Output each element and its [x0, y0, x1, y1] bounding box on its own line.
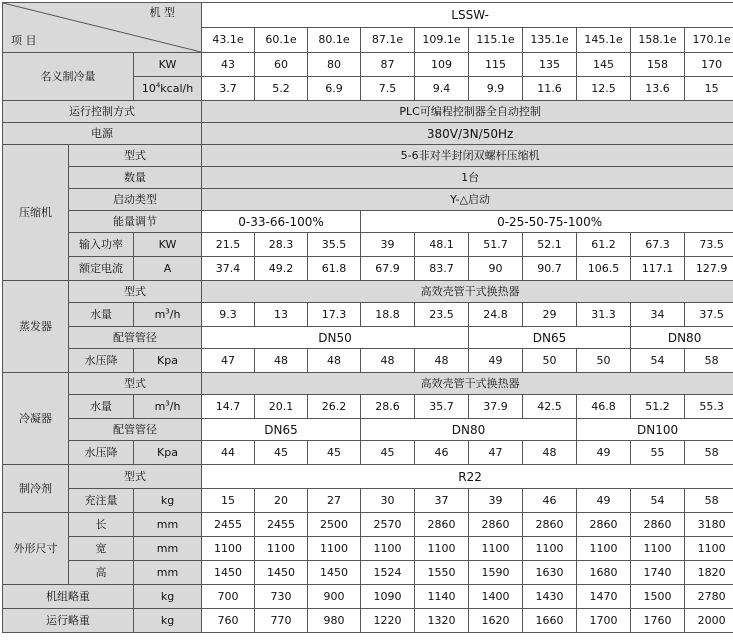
input-power-label: 输入功率: [69, 233, 134, 257]
value-cell: 770: [255, 609, 308, 633]
evaporator-group-label: 蒸发器: [3, 281, 69, 373]
value-cell: 117.1: [631, 257, 685, 281]
value-cell: 1470: [577, 585, 631, 609]
kcal-unit-exponent: 4: [155, 80, 161, 89]
value-cell: 47: [202, 349, 255, 373]
condenser-type-value: 高效壳管干式换热器: [202, 373, 733, 395]
input-power-unit: KW: [134, 233, 202, 257]
flow-unit-base: m: [154, 399, 166, 413]
height-label: 高: [69, 561, 134, 585]
model-cell: 158.1e: [631, 28, 685, 53]
model-cell: 43.1e: [202, 28, 255, 53]
value-cell: 3180: [685, 513, 733, 537]
evaporator-pipe-b: DN65: [469, 327, 631, 349]
value-cell: 47: [469, 441, 523, 465]
value-cell: 35.5: [308, 233, 361, 257]
value-cell: 14.7: [202, 395, 255, 419]
condenser-pipe-c: DN100: [577, 419, 733, 441]
length-unit: mm: [134, 513, 202, 537]
value-cell: 48.1: [415, 233, 469, 257]
value-cell: 11.6: [523, 77, 577, 101]
operating-weight-label: 运行略重: [3, 609, 134, 633]
value-cell: 50: [523, 349, 577, 373]
value-cell: 55.3: [685, 395, 733, 419]
value-cell: 24.8: [469, 303, 523, 327]
value-cell: 17.3: [308, 303, 361, 327]
value-cell: 2860: [415, 513, 469, 537]
value-cell: 27: [308, 489, 361, 513]
value-cell: 1820: [685, 561, 733, 585]
evaporator-pipe-label: 配管管径: [69, 327, 202, 349]
value-cell: 83.7: [415, 257, 469, 281]
value-cell: 2000: [685, 609, 733, 633]
value-cell: 15: [685, 77, 733, 101]
refrigerant-type-label: 型式: [69, 465, 202, 489]
kw-unit: KW: [134, 53, 202, 77]
flow-unit-exponent: 3: [165, 398, 170, 407]
value-cell: 1100: [361, 537, 415, 561]
compressor-type-label: 型式: [69, 145, 202, 167]
value-cell: 1100: [577, 537, 631, 561]
value-cell: 20: [255, 489, 308, 513]
value-cell: 67.9: [361, 257, 415, 281]
condenser-drop-label: 水压降: [69, 441, 134, 465]
model-cell: 135.1e: [523, 28, 577, 53]
flow-unit-suffix: /h: [169, 399, 181, 413]
operating-weight-unit: kg: [134, 609, 202, 633]
value-cell: 61.8: [308, 257, 361, 281]
condenser-type-label: 型式: [69, 373, 202, 395]
refrigerant-group-label: 制冷剂: [3, 465, 69, 513]
value-cell: 9.4: [415, 77, 469, 101]
value-cell: 1740: [631, 561, 685, 585]
condenser-pipe-b: DN80: [361, 419, 577, 441]
value-cell: 1450: [308, 561, 361, 585]
value-cell: 26.2: [308, 395, 361, 419]
value-cell: 45: [308, 441, 361, 465]
value-cell: 1680: [577, 561, 631, 585]
value-cell: 46.8: [577, 395, 631, 419]
control-mode-value: PLC可编程控制器全自动控制: [202, 101, 733, 123]
value-cell: 28.3: [255, 233, 308, 257]
value-cell: 158: [631, 53, 685, 77]
length-label: 长: [69, 513, 134, 537]
evaporator-flow-label: 水量: [69, 303, 134, 327]
value-cell: 1700: [577, 609, 631, 633]
spec-table: [2, 2, 733, 633]
value-cell: 2500: [308, 513, 361, 537]
value-cell: 170: [685, 53, 733, 77]
rated-current-unit: A: [134, 257, 202, 281]
height-unit: mm: [134, 561, 202, 585]
value-cell: 1620: [469, 609, 523, 633]
value-cell: 6.9: [308, 77, 361, 101]
unit-weight-unit: kg: [134, 585, 202, 609]
value-cell: 49: [577, 441, 631, 465]
model-cell: 60.1e: [255, 28, 308, 53]
kcal-unit-suffix: kcal/h: [160, 81, 194, 95]
capacity-control-label: 能量调节: [69, 211, 202, 233]
condenser-pipe-label: 配管管径: [69, 419, 202, 441]
value-cell: 28.6: [361, 395, 415, 419]
value-cell: 1100: [415, 537, 469, 561]
value-cell: 50: [577, 349, 631, 373]
evaporator-pipe-c: DN80: [631, 327, 733, 349]
kcal-unit: [134, 77, 202, 101]
value-cell: 87: [361, 53, 415, 77]
value-cell: 1100: [202, 537, 255, 561]
value-cell: 1100: [255, 537, 308, 561]
value-cell: 3.7: [202, 77, 255, 101]
header-corner-cell: [3, 3, 202, 53]
value-cell: 135: [523, 53, 577, 77]
value-cell: 90: [469, 257, 523, 281]
start-type-value: Y-△启动: [202, 189, 733, 211]
value-cell: 9.3: [202, 303, 255, 327]
value-cell: 37: [415, 489, 469, 513]
value-cell: 35.7: [415, 395, 469, 419]
value-cell: 12.5: [577, 77, 631, 101]
compressor-qty-label: 数量: [69, 167, 202, 189]
value-cell: 80: [308, 53, 361, 77]
value-cell: 1320: [415, 609, 469, 633]
value-cell: 1660: [523, 609, 577, 633]
value-cell: 9.9: [469, 77, 523, 101]
value-cell: 30: [361, 489, 415, 513]
charge-unit: kg: [134, 489, 202, 513]
value-cell: 51.7: [469, 233, 523, 257]
value-cell: 1450: [202, 561, 255, 585]
evaporator-type-value: 高效壳管干式换热器: [202, 281, 733, 303]
value-cell: 18.8: [361, 303, 415, 327]
condenser-flow-unit: [134, 395, 202, 419]
value-cell: 13: [255, 303, 308, 327]
condenser-pipe-a: DN65: [202, 419, 361, 441]
dimensions-group-label: 外形尺寸: [3, 513, 69, 585]
value-cell: 2570: [361, 513, 415, 537]
value-cell: 37.9: [469, 395, 523, 419]
power-supply-value: 380V/3N/50Hz: [202, 123, 733, 145]
model-cell: 170.1e: [685, 28, 733, 53]
flow-unit-base: m: [154, 307, 166, 321]
value-cell: 15: [202, 489, 255, 513]
value-cell: 46: [523, 489, 577, 513]
value-cell: 1630: [523, 561, 577, 585]
evaporator-drop-label: 水压降: [69, 349, 134, 373]
value-cell: 5.2: [255, 77, 308, 101]
value-cell: 1100: [685, 537, 733, 561]
model-header-label: 机 型: [149, 6, 176, 19]
value-cell: 48: [523, 441, 577, 465]
value-cell: 730: [255, 585, 308, 609]
value-cell: 1100: [308, 537, 361, 561]
model-cell: 87.1e: [361, 28, 415, 53]
compressor-type-value: 5-6非对半封闭双螺杆压缩机: [202, 145, 733, 167]
capacity-control-value-a: 0-33-66-100%: [202, 211, 361, 233]
value-cell: 58: [685, 349, 733, 373]
value-cell: 1220: [361, 609, 415, 633]
value-cell: 1450: [255, 561, 308, 585]
value-cell: 49.2: [255, 257, 308, 281]
value-cell: 1100: [631, 537, 685, 561]
value-cell: 90.7: [523, 257, 577, 281]
value-cell: 1090: [361, 585, 415, 609]
value-cell: 900: [308, 585, 361, 609]
value-cell: 49: [469, 349, 523, 373]
value-cell: 67.3: [631, 233, 685, 257]
value-cell: 29: [523, 303, 577, 327]
value-cell: 61.2: [577, 233, 631, 257]
capacity-control-value-b: 0-25-50-75-100%: [361, 211, 733, 233]
value-cell: 45: [361, 441, 415, 465]
value-cell: 58: [685, 441, 733, 465]
power-supply-label: 电源: [3, 123, 202, 145]
width-unit: mm: [134, 537, 202, 561]
condenser-group-label: 冷凝器: [3, 373, 69, 465]
start-type-label: 启动类型: [69, 189, 202, 211]
refrigerant-type-value: R22: [202, 465, 733, 489]
control-mode-label: 运行控制方式: [3, 101, 202, 123]
value-cell: 34: [631, 303, 685, 327]
value-cell: 45: [255, 441, 308, 465]
evaporator-drop-unit: Kpa: [134, 349, 202, 373]
value-cell: 106.5: [577, 257, 631, 281]
value-cell: 980: [308, 609, 361, 633]
value-cell: 1590: [469, 561, 523, 585]
flow-unit-suffix: /h: [169, 307, 181, 321]
value-cell: 73.5: [685, 233, 733, 257]
evaporator-flow-unit: [134, 303, 202, 327]
value-cell: 1100: [469, 537, 523, 561]
value-cell: 115: [469, 53, 523, 77]
value-cell: 2860: [631, 513, 685, 537]
value-cell: 37.4: [202, 257, 255, 281]
value-cell: 39: [361, 233, 415, 257]
value-cell: 760: [202, 609, 255, 633]
value-cell: 109: [415, 53, 469, 77]
value-cell: 42.5: [523, 395, 577, 419]
value-cell: 1524: [361, 561, 415, 585]
unit-weight-label: 机组略重: [3, 585, 134, 609]
model-cell: 145.1e: [577, 28, 631, 53]
value-cell: 1550: [415, 561, 469, 585]
value-cell: 1100: [523, 537, 577, 561]
value-cell: 31.3: [577, 303, 631, 327]
value-cell: 1760: [631, 609, 685, 633]
condenser-flow-label: 水量: [69, 395, 134, 419]
value-cell: 48: [255, 349, 308, 373]
value-cell: 46: [415, 441, 469, 465]
compressor-qty-value: 1台: [202, 167, 733, 189]
value-cell: 2455: [202, 513, 255, 537]
condenser-drop-unit: Kpa: [134, 441, 202, 465]
evaporator-pipe-a: DN50: [202, 327, 469, 349]
value-cell: 20.1: [255, 395, 308, 419]
flow-unit-exponent: 3: [165, 306, 170, 315]
value-cell: 49: [577, 489, 631, 513]
value-cell: 127.9: [685, 257, 733, 281]
model-cell: 115.1e: [469, 28, 523, 53]
value-cell: 37.5: [685, 303, 733, 327]
value-cell: 60: [255, 53, 308, 77]
value-cell: 7.5: [361, 77, 415, 101]
value-cell: 1140: [415, 585, 469, 609]
value-cell: 700: [202, 585, 255, 609]
value-cell: 2860: [469, 513, 523, 537]
value-cell: 52.1: [523, 233, 577, 257]
value-cell: 48: [361, 349, 415, 373]
value-cell: 51.2: [631, 395, 685, 419]
series-header: LSSW-: [202, 3, 733, 28]
value-cell: 39: [469, 489, 523, 513]
value-cell: 13.6: [631, 77, 685, 101]
value-cell: 44: [202, 441, 255, 465]
value-cell: 23.5: [415, 303, 469, 327]
value-cell: 2860: [577, 513, 631, 537]
value-cell: 2455: [255, 513, 308, 537]
value-cell: 55: [631, 441, 685, 465]
value-cell: 54: [631, 349, 685, 373]
value-cell: 58: [685, 489, 733, 513]
charge-label: 充注量: [69, 489, 134, 513]
value-cell: 145: [577, 53, 631, 77]
value-cell: 2780: [685, 585, 733, 609]
kcal-unit-base: 10: [141, 81, 156, 95]
value-cell: 43: [202, 53, 255, 77]
evaporator-type-label: 型式: [69, 281, 202, 303]
value-cell: 48: [308, 349, 361, 373]
project-header-label: 项 目: [11, 34, 37, 47]
cooling-capacity-label: 名义制冷量: [3, 53, 134, 101]
model-cell: 80.1e: [308, 28, 361, 53]
value-cell: 1400: [469, 585, 523, 609]
rated-current-label: 额定电流: [69, 257, 134, 281]
compressor-group-label: 压缩机: [3, 145, 69, 281]
width-label: 宽: [69, 537, 134, 561]
value-cell: 1430: [523, 585, 577, 609]
value-cell: 54: [631, 489, 685, 513]
value-cell: 21.5: [202, 233, 255, 257]
value-cell: 1500: [631, 585, 685, 609]
value-cell: 48: [415, 349, 469, 373]
model-cell: 109.1e: [415, 28, 469, 53]
value-cell: 2860: [523, 513, 577, 537]
